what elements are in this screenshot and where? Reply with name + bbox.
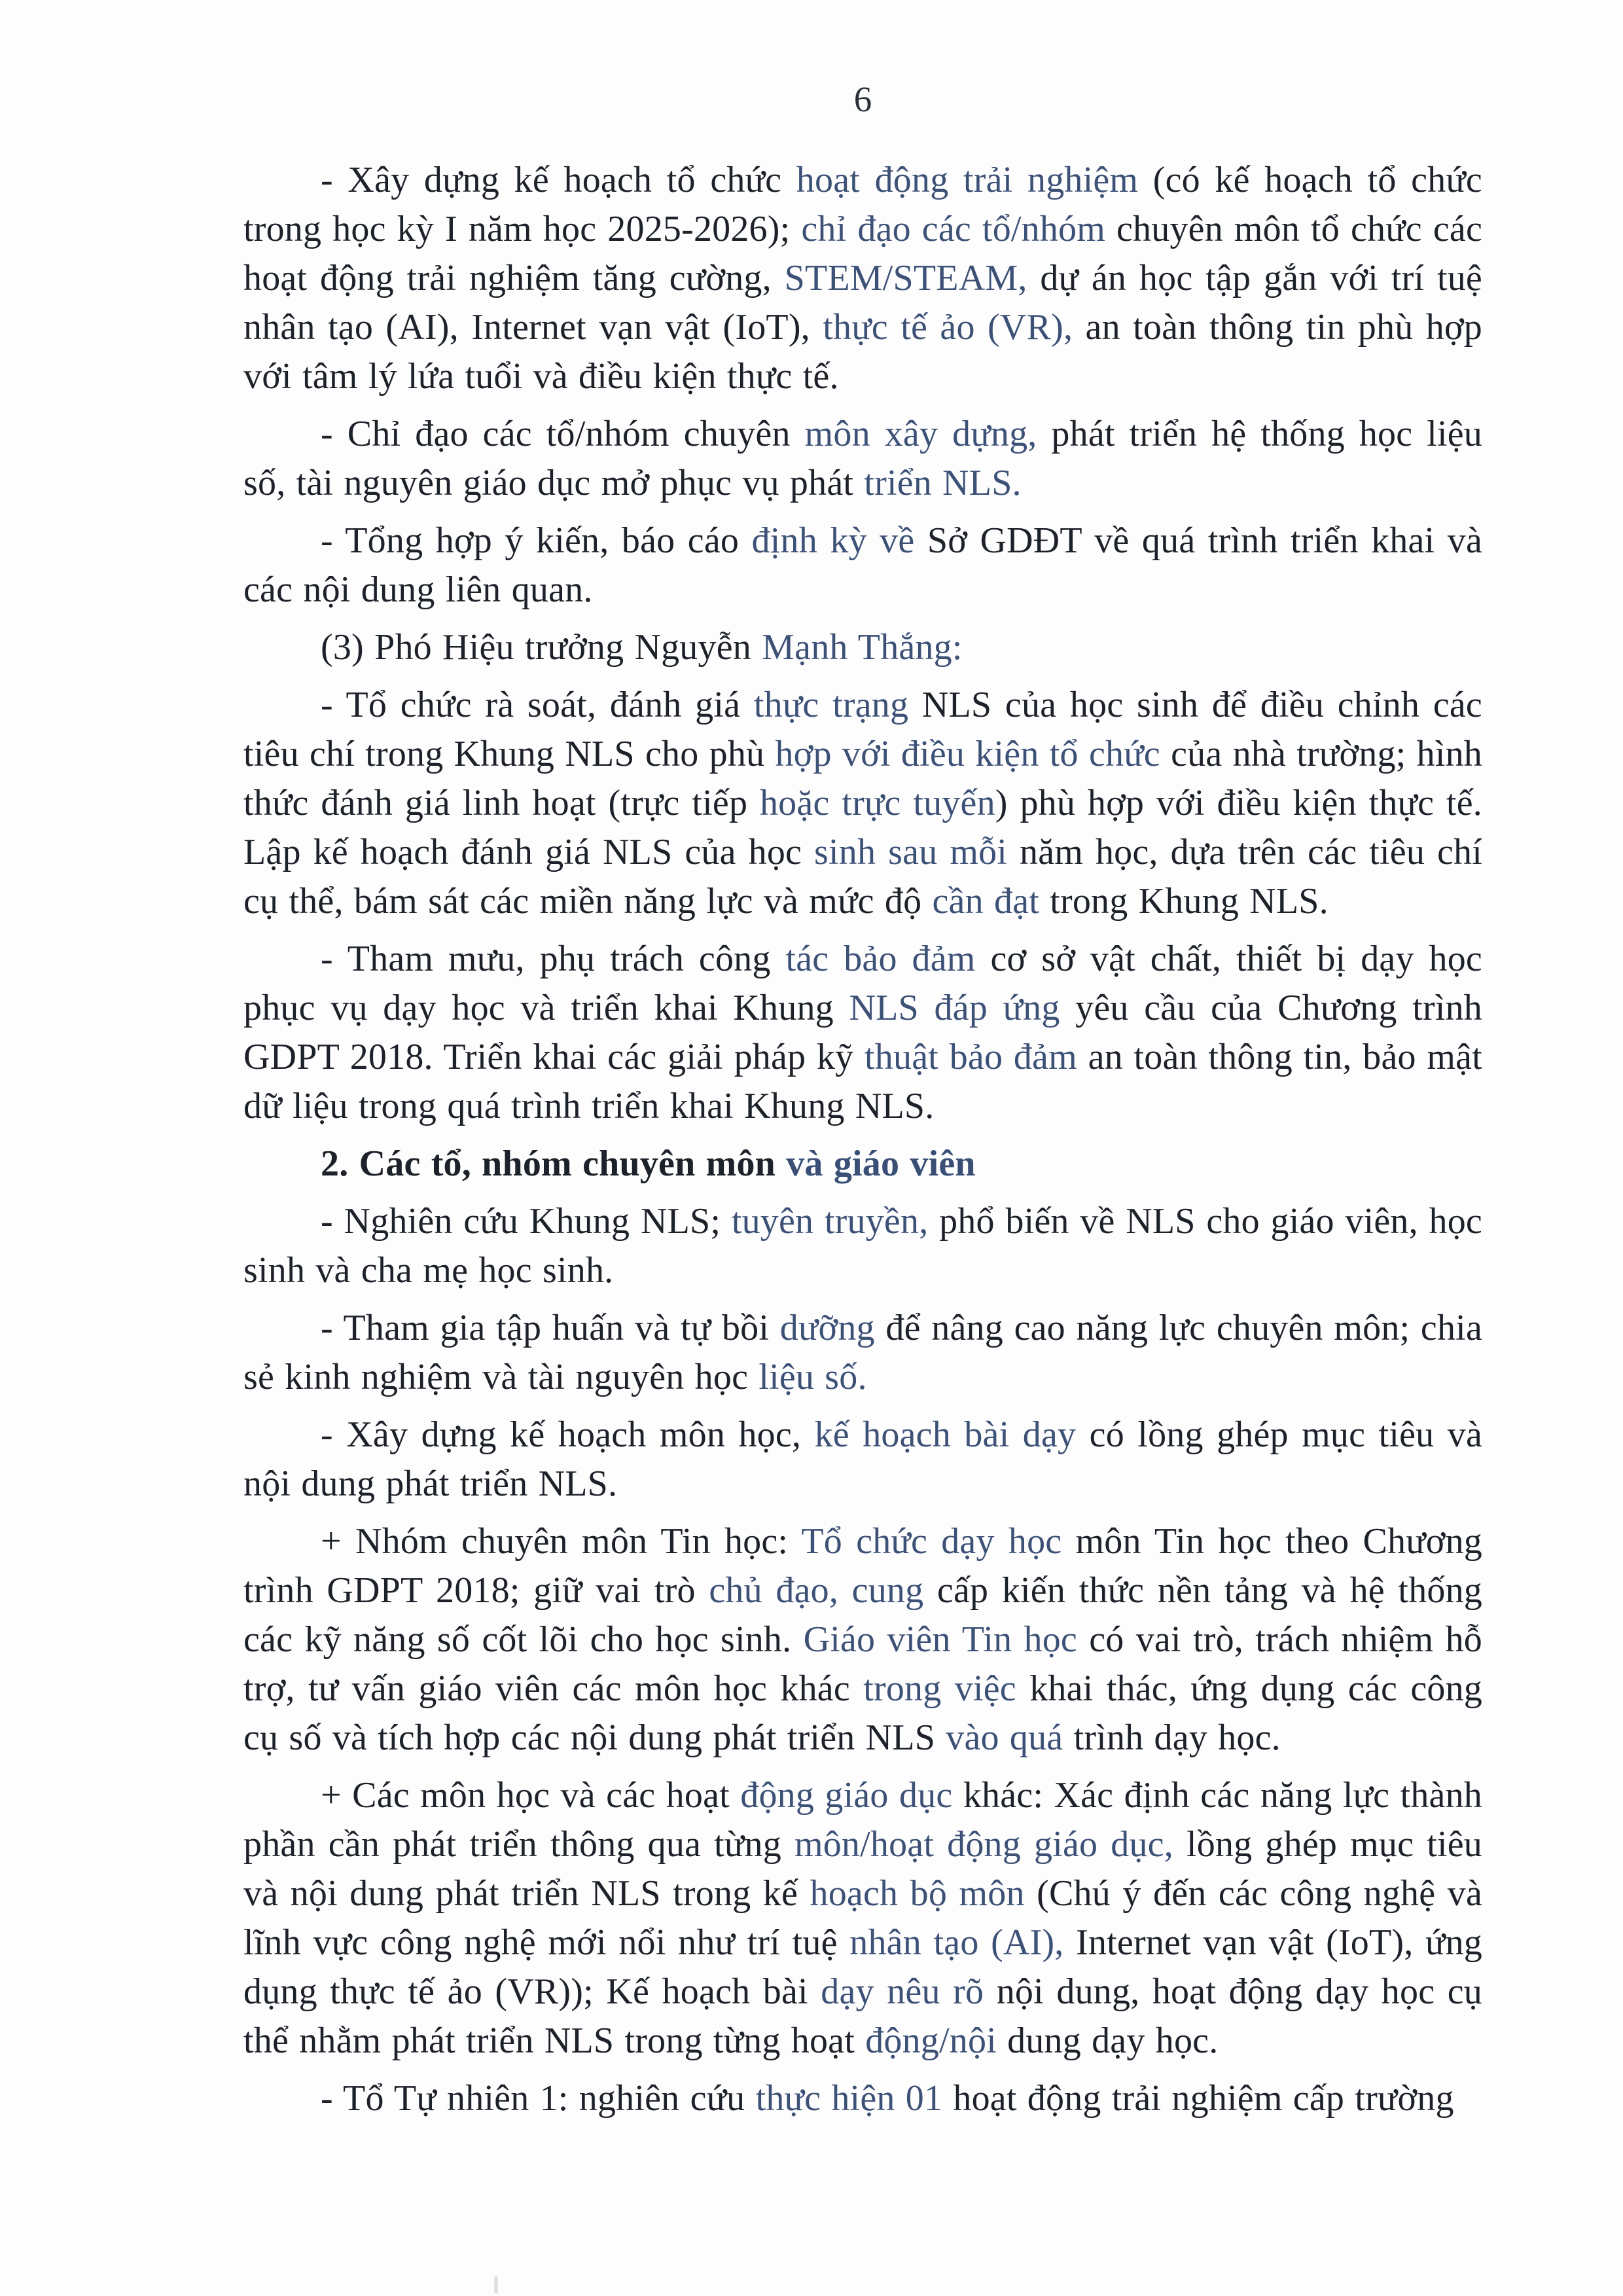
text-run: NLS của học sinh để điều chỉnh các tiêu chí trong Khung NLS cho phù (243, 685, 1482, 774)
paragraph (243, 623, 1482, 672)
text-run: Internet vạn vật (IoT), ứng dụng thực tế ảo (VR)); Kế hoạch bài (243, 1922, 1483, 2012)
text-run: thuật bảo đảm (865, 1037, 1077, 1077)
text-run: thực hiện 01 (755, 2078, 943, 2119)
text-run: hợp với điều kiện tổ chức (775, 734, 1160, 774)
text-run: khác: Xác định các năng lực thành phần cần phát triển thông qua từng (243, 1775, 1482, 1865)
paragraph (243, 1197, 1482, 1295)
page-number: 6 (853, 79, 872, 119)
text-run: trong Khung NLS. (1039, 881, 1329, 922)
text-run: triển NLS. (864, 463, 1022, 503)
text-run: dung dạy học. (996, 2020, 1219, 2061)
text-run: - Tham mưu, phụ trách công (321, 939, 786, 979)
text-run: thực tế ảo (VR), (823, 307, 1073, 348)
text-run: - Chỉ đạo các tổ/nhóm chuyên (321, 414, 805, 454)
scan-artifact (494, 2276, 498, 2293)
text-run: cơ sở vật chất, thiết bị dạy học phục vụ dạy học và triển khai Khung (243, 939, 1482, 1028)
paragraph (243, 516, 1482, 615)
text-run: liệu số. (758, 1357, 867, 1397)
text-run: hoạch bộ môn (810, 1873, 1025, 1914)
text-run: lồng ghép mục tiêu và nội dung phát triển NLS trong kế (243, 1824, 1482, 1914)
text-run: hoạt động trải nghiệm cấp trường (942, 2078, 1454, 2119)
text-run: động/nội (865, 2020, 997, 2061)
text-run: dạy nêu rõ (821, 1971, 984, 2012)
text-run: an toàn thông tin, bảo mật dữ liệu trong quá trình triển khai Khung NLS. (243, 1037, 1482, 1126)
paragraph (243, 410, 1482, 508)
text-run: để nâng cao năng lực chuyên môn; chia sẻ kinh nghiệm và tài nguyên học (243, 1308, 1482, 1397)
text-run: nội dung, hoạt động dạy học cụ thể nhằm phát triển NLS trong từng hoạt (243, 1971, 1482, 2061)
paragraph (243, 1139, 1482, 1189)
paragraph (243, 1517, 1482, 1763)
text-run: - Xây dựng kế hoạch tổ chức (321, 160, 796, 200)
text-run: phổ biến về NLS cho giáo viên, học sinh và cha mẹ học sinh. (243, 1201, 1482, 1291)
text-run: và giáo viên (786, 1143, 976, 1184)
text-run: - Tham gia tập huấn và tự bồi (321, 1308, 780, 1348)
text-run: hoạt động trải nghiệm (796, 160, 1139, 200)
text-run: (Chú ý đến các công nghệ và lĩnh vực công nghệ mới nổi như trí tuệ (243, 1873, 1482, 1963)
text-run: hoặc trực tuyến (759, 783, 995, 823)
text-run: - Tổng hợp ý kiến, báo cáo (321, 520, 752, 561)
paragraph (243, 2074, 1482, 2123)
paragraph (243, 1304, 1482, 1402)
text-run: khai thác, ứng dụng các công cụ số và tích hợp các nội dung phát triển NLS (243, 1668, 1482, 1758)
text-run: tác bảo đảm (785, 939, 976, 979)
text-run: Giáo viên Tin học (803, 1619, 1077, 1660)
paragraph (243, 1410, 1482, 1509)
text-run: năm học, dựa trên các tiêu chí cụ thể, bám sát các miền năng lực và mức độ (243, 832, 1482, 922)
text-run: chỉ đạo các tổ/nhóm (801, 209, 1106, 249)
text-run: kế hoạch bài dạy (814, 1414, 1077, 1455)
paragraph (243, 681, 1482, 926)
text-run: - Xây dựng kế hoạch môn học, (321, 1414, 815, 1455)
text-run: (3) Phó Hiệu trưởng Nguyễn (321, 627, 762, 668)
text-run: định kỳ về (751, 520, 915, 561)
text-run: dự án học tập gắn với trí tuệ nhân tạo (AI), Internet vạn vật (IoT), (243, 258, 1482, 348)
text-run: thực trạng (753, 685, 909, 725)
text-run: có vai trò, trách nhiệm hỗ trợ, tư vấn giáo viên các môn học khác (243, 1619, 1482, 1709)
text-run: NLS đáp ứng (849, 988, 1060, 1028)
text-run: chuyên môn tổ chức các hoạt động trải nghiệm tăng cường, (243, 209, 1482, 298)
text-run: vào quá (946, 1717, 1063, 1758)
text-run: của nhà trường; hình thức đánh giá linh hoạt (trực tiếp (243, 734, 1483, 823)
text-run: + Nhóm chuyên môn Tin học: (321, 1521, 802, 1562)
text-run: động giáo dục (740, 1775, 953, 1816)
text-run: ) phù hợp với điều kiện thực tế. Lập kế hoạch đánh giá NLS của học (243, 783, 1482, 872)
text-run: sinh sau mỗi (814, 832, 1008, 872)
text-run: tuyên truyền, (731, 1201, 929, 1242)
text-run: phát triển hệ thống học liệu số, tài nguyên giáo dục mở phục vụ phát (243, 414, 1483, 503)
text-run: chủ đạo, cung (709, 1570, 924, 1611)
text-run: (có kế hoạch tổ chức trong học kỳ I năm học 2025-2026); (243, 160, 1482, 249)
text-run: nhân tạo (AI), (849, 1922, 1064, 1963)
text-run: - Nghiên cứu Khung NLS; (321, 1201, 732, 1242)
text-run: + Các môn học và các hoạt (321, 1775, 741, 1816)
text-run: Mạnh Thắng: (762, 627, 963, 668)
text-run: trình dạy học. (1063, 1717, 1281, 1758)
text-run: cấp kiến thức nền tảng và hệ thống các kỹ năng số cốt lõi cho học sinh. (243, 1570, 1482, 1660)
text-run: - Tổ Tự nhiên 1: nghiên cứu (321, 2078, 756, 2119)
paragraph (243, 935, 1482, 1131)
text-run: Sở GDĐT về quá trình triển khai và các nội dung liên quan. (243, 520, 1483, 610)
text-run: Tổ chức dạy học (801, 1521, 1062, 1562)
paragraph (243, 156, 1482, 401)
text-run: yêu cầu của Chương trình GDPT 2018. Triển khai các giải pháp kỹ (243, 988, 1482, 1077)
document-body (243, 156, 1482, 2123)
text-run: cần đạt (932, 881, 1040, 922)
paragraph (243, 1771, 1482, 2066)
text-run: có lồng ghép mục tiêu và nội dung phát triển NLS. (243, 1414, 1483, 1504)
text-run: an toàn thông tin phù hợp với tâm lý lứa tuổi và điều kiện thực tế. (243, 307, 1482, 397)
text-run: STEM/STEAM, (784, 258, 1027, 298)
text-run: môn Tin học theo Chương trình GDPT 2018; giữ vai trò (243, 1521, 1482, 1611)
text-run: dưỡng (779, 1308, 875, 1348)
text-run: môn xây dựng, (804, 414, 1037, 454)
text-run: môn/hoạt động giáo dục, (794, 1824, 1173, 1865)
text-run: trong việc (863, 1668, 1016, 1709)
text-run: - Tổ chức rà soát, đánh giá (321, 685, 754, 725)
text-run: 2. Các tổ, nhóm chuyên môn (321, 1143, 787, 1184)
